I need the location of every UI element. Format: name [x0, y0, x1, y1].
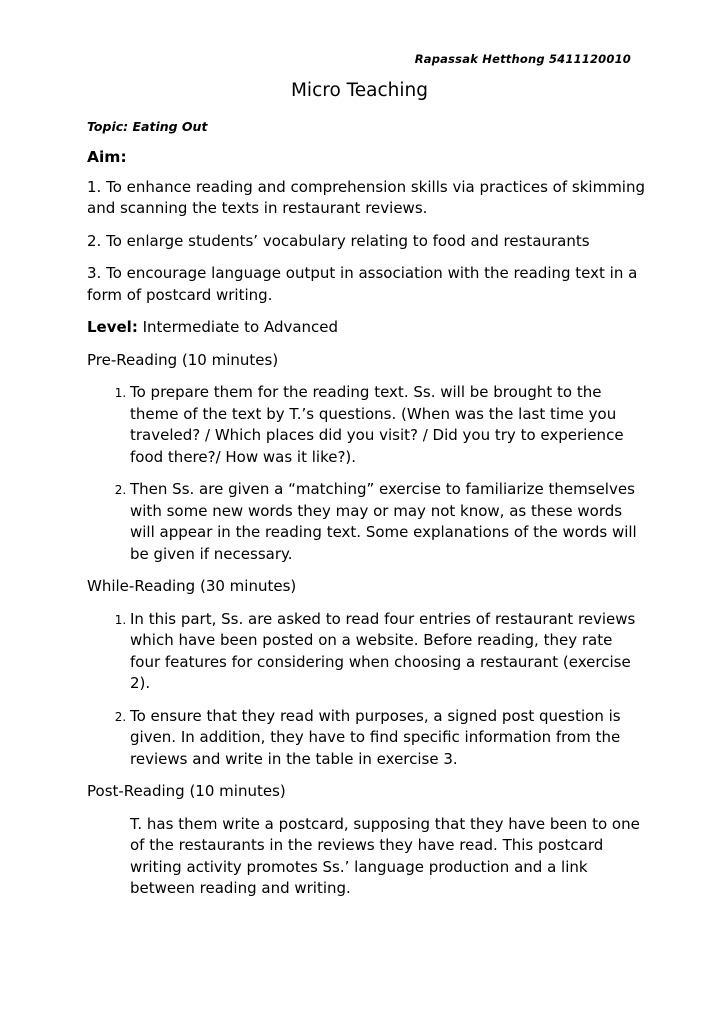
- list-item: 1. To prepare them for the reading text. Ss. will be brought to the theme of the text by T.’s questions. (When was the last time you traveled? / Which places did you visit? / Did you try to experience food there?/ How was it like?).: [130, 382, 647, 468]
- while-reading-heading: While-Reading (30 minutes): [87, 577, 297, 595]
- post-reading-heading: Post-Reading (10 minutes): [87, 782, 286, 800]
- document-title: Micro Teaching: [290, 80, 429, 101]
- aim-item: 3. To encourage language output in association with the reading text in a form of postcard writing.: [87, 264, 638, 304]
- while-reading-list: [87, 609, 647, 771]
- level-value: Intermediate to Advanced: [137, 318, 339, 336]
- aim-item: 2. To enlarge students’ vocabulary relating to food and restaurants: [87, 231, 590, 250]
- aim-item: 1. To enhance reading and comprehension skills via practices of skimming and scanning the texts in restaurant reviews.: [87, 177, 645, 217]
- document-body: [87, 118, 647, 900]
- pre-reading-list: [87, 382, 647, 565]
- level-label: Level:: [87, 318, 138, 336]
- list-item: 2. Then Ss. are given a “matching” exercise to familiarize themselves with some new words they may or may not know, as these words will appear in the reading text. Some explanations of the words will be given if necessary.: [130, 479, 647, 565]
- topic-line: Topic: Eating Out: [87, 119, 208, 134]
- list-item: 2. To ensure that they read with purposes, a signed post question is given. In addition, they have to find specific information from the reviews and write in the table in exercise 3.: [130, 706, 647, 771]
- level-line: [87, 317, 647, 339]
- author-line: Rapassak Hetthong 5411120010: [414, 52, 631, 66]
- pre-reading-heading: Pre-Reading (10 minutes): [87, 350, 279, 369]
- aim-heading: Aim:: [87, 148, 127, 166]
- post-reading-text: T. has them write a postcard, supposing that they have been to one of the restaurants in the reviews they have read. This postcard writing activity promotes Ss.’ language production and a link between reading and writing.: [130, 814, 640, 897]
- list-item: 1. In this part, Ss. are asked to read four entries of restaurant reviews which have been posted on a website. Before reading, they rate four features for considering when choosing a restaurant (exercise 2).: [130, 609, 647, 695]
